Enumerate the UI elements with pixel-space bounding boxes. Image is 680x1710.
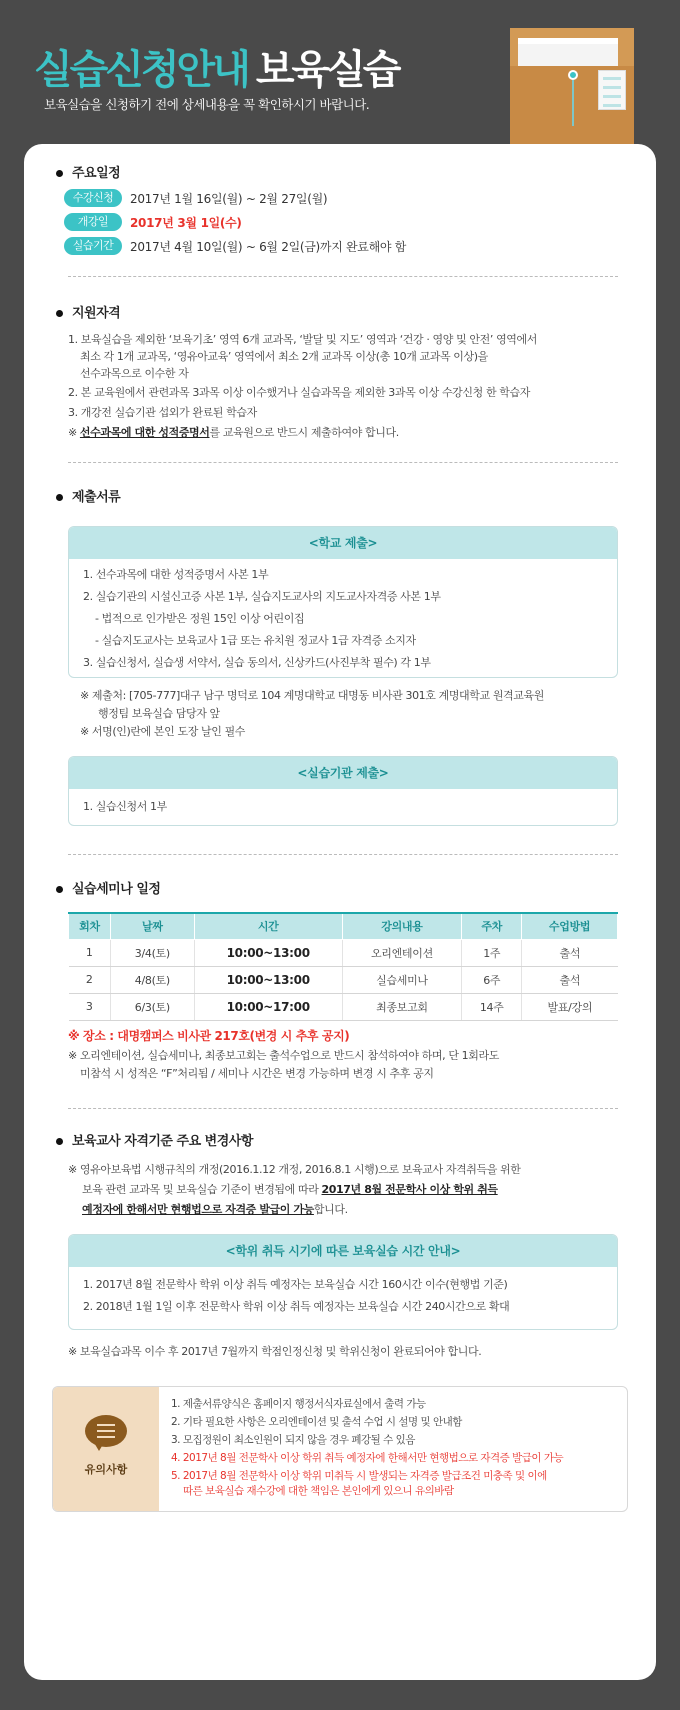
school-item: - 실습지도교사는 보육교사 1급 또는 유치원 정교사 1급 자격증 소지자 bbox=[95, 634, 416, 647]
degree-timing-box-title: <학위 취득 시기에 따른 보육실습 시간 안내> bbox=[69, 1235, 617, 1267]
notice-box bbox=[52, 1386, 628, 1512]
seminar-title: 실습세미나 일정 bbox=[56, 880, 626, 900]
documents-note: ※ 제출처: [705-777]대구 남구 명덕로 104 계명대학교 대명동 비사관 301호 계명대학교 원격교육원 bbox=[80, 689, 544, 702]
divider bbox=[68, 854, 618, 855]
notice-label: 유의사항 bbox=[84, 1463, 128, 1476]
school-item: - 법적으로 인가받은 정원 15인 이상 어린이집 bbox=[95, 612, 305, 625]
title-part1: 실습신청안내 bbox=[34, 47, 248, 93]
schedule-row-3 bbox=[64, 236, 406, 256]
schedule-text: 2017년 1월 16일(월) ~ 2월 27일(월) bbox=[130, 191, 328, 206]
eligibility-section bbox=[56, 304, 626, 324]
institution-submit-box bbox=[68, 756, 618, 826]
changes-final-note: ※ 보육실습과목 이수 후 2017년 7월까지 학점인정신청 및 학위신청이 완료되어야 합니다. bbox=[68, 1345, 482, 1358]
eligibility-note-bold: 선수과목에 대한 성적증명서 bbox=[79, 426, 210, 439]
notice-side bbox=[53, 1387, 159, 1512]
table-cell: 10:00~17:00 bbox=[194, 993, 342, 1020]
column-header: 주차 bbox=[462, 913, 522, 939]
school-item: 2. 실습기관의 시설신고증 사본 1부, 실습지도교사의 지도교사자격증 사본 1부 bbox=[83, 590, 441, 603]
eligibility-line: 3. 개강전 실습기관 섭외가 완료된 학습자 bbox=[68, 406, 257, 419]
page-title bbox=[34, 38, 398, 95]
table-cell: 10:00~13:00 bbox=[194, 966, 342, 993]
schedule-text: 2017년 4월 10일(월) ~ 6월 2일(금)까지 완료해야 함 bbox=[130, 239, 406, 254]
column-header: 회차 bbox=[69, 913, 111, 939]
table-row bbox=[69, 939, 618, 966]
changes-line: ※ 영유아보육법 시행규칙의 개정(2016.1.12 개정, 2016.8.1 시행)으로 보육교사 자격취득을 위한 bbox=[68, 1163, 521, 1176]
divider bbox=[68, 462, 618, 463]
changes-line: 예정자에 한해서만 현행법으로 자격증 발급이 가능합니다. bbox=[82, 1203, 348, 1216]
table-cell: 오리엔테이션 bbox=[342, 939, 462, 966]
eligibility-line: 2. 본 교육원에서 관련과목 3과목 이상 이수했거나 실습과목을 제외한 3과목 이상 수강신청 한 학습자 bbox=[68, 386, 530, 399]
folder-pin bbox=[568, 70, 578, 80]
degree-timing-item: 2. 2018년 1월 1일 이후 전문학사 학위 이상 취득 예정자는 보육실습 시간 240시간으로 확대 bbox=[83, 1300, 510, 1313]
changes-bold: 예정자에 한해서만 현행법으로 자격증 발급이 가능 bbox=[82, 1203, 314, 1216]
degree-timing-box bbox=[68, 1234, 618, 1330]
eligibility-line: 최소 각 1개 교과목, ‘영유아교육’ 영역에서 최소 2개 교과목 이상(총 10개 교과목 이상)을 bbox=[80, 350, 488, 363]
column-header: 강의내용 bbox=[342, 913, 462, 939]
changes-title: 보육교사 자격기준 주요 변경사항 bbox=[56, 1132, 626, 1152]
table-cell: 14주 bbox=[462, 993, 522, 1020]
table-row bbox=[69, 993, 618, 1020]
seminar-section bbox=[56, 880, 626, 900]
table-cell: 6주 bbox=[462, 966, 522, 993]
table-cell: 1 bbox=[69, 939, 111, 966]
documents-section bbox=[56, 488, 626, 508]
column-header: 수업방법 bbox=[522, 913, 618, 939]
seminar-place: ※ 장소 : 대명캠퍼스 비사관 217호(변경 시 추후 공지) bbox=[68, 1029, 350, 1043]
table-cell: 3/4(토) bbox=[110, 939, 194, 966]
table-cell: 4/8(토) bbox=[110, 966, 194, 993]
column-header: 날짜 bbox=[110, 913, 194, 939]
school-item: 1. 선수과목에 대한 성적증명서 사본 1부 bbox=[83, 568, 269, 581]
school-submit-box-title: <학교 제출> bbox=[69, 527, 617, 559]
institution-submit-box-title: <실습기관 제출> bbox=[69, 757, 617, 789]
divider bbox=[68, 1108, 618, 1109]
notice-item: 1. 제출서류양식은 홈페이지 행정서식자료실에서 출력 가능 bbox=[171, 1398, 426, 1410]
folder-string bbox=[572, 80, 574, 126]
title-part2: 보육실습 bbox=[255, 47, 399, 93]
table-cell: 2 bbox=[69, 966, 111, 993]
school-item: 3. 실습신청서, 실습생 서약서, 실습 동의서, 신상카드(사진부착 필수) 각 1부 bbox=[83, 656, 431, 669]
table-cell: 1주 bbox=[462, 939, 522, 966]
content-card bbox=[24, 144, 656, 1680]
table-cell: 출석 bbox=[522, 939, 618, 966]
schedule-row-1 bbox=[64, 188, 327, 208]
schedule-section bbox=[56, 164, 626, 184]
table-cell: 10:00~13:00 bbox=[194, 939, 342, 966]
changes-section bbox=[56, 1132, 626, 1152]
seminar-table-header bbox=[69, 913, 618, 939]
notice-list bbox=[171, 1397, 621, 1502]
folder-illustration bbox=[510, 28, 634, 150]
seminar-note: ※ 오리엔테이션, 실습세미나, 최종보고회는 출석수업으로 반드시 참석하여야 하며, 단 1회라도 bbox=[68, 1049, 499, 1062]
table-row bbox=[69, 966, 618, 993]
institution-item: 1. 실습신청서 1부 bbox=[83, 800, 167, 813]
table-cell: 6/3(토) bbox=[110, 993, 194, 1020]
documents-title: 제출서류 bbox=[56, 488, 626, 508]
schedule-title: 주요일정 bbox=[56, 164, 626, 184]
eligibility-line: 선수과목으로 이수한 자 bbox=[80, 367, 189, 380]
table-cell: 출석 bbox=[522, 966, 618, 993]
notice-item: 3. 모집정원이 최소인원이 되지 않을 경우 폐강될 수 있음 bbox=[171, 1434, 415, 1446]
page-subtitle: 보육실습을 신청하기 전에 상세내용을 꼭 확인하시기 바랍니다. bbox=[44, 97, 370, 112]
school-submit-box bbox=[68, 526, 618, 678]
table-cell: 최종보고회 bbox=[342, 993, 462, 1020]
column-header: 시간 bbox=[194, 913, 342, 939]
table-cell: 실습세미나 bbox=[342, 966, 462, 993]
page-header bbox=[0, 0, 680, 150]
changes-line: 보육 관련 교과목 및 보육실습 기준이 변경됨에 따라 2017년 8월 전문학사 이상 학위 취득 bbox=[82, 1183, 498, 1196]
notice-item: 따른 보육실습 재수강에 대한 책임은 본인에게 있으니 유의바람 bbox=[183, 1485, 454, 1497]
eligibility-title: 지원자격 bbox=[56, 304, 626, 324]
table-cell: 발표/강의 bbox=[522, 993, 618, 1020]
seminar-table bbox=[68, 912, 618, 1021]
schedule-row-2 bbox=[64, 212, 242, 232]
eligibility-note: ※ 선수과목에 대한 성적증명서를 교육원으로 반드시 제출하여야 합니다. bbox=[68, 426, 399, 439]
notice-item: 5. 2017년 8월 전문학사 이상 학위 미취득 시 발생되는 자격증 발급조건 미충족 및 이에 bbox=[171, 1470, 547, 1482]
divider bbox=[68, 276, 618, 277]
folder-tag bbox=[598, 70, 626, 110]
schedule-pill: 수강신청 bbox=[64, 189, 122, 207]
speech-bubble-icon bbox=[85, 1415, 127, 1451]
eligibility-line: 1. 보육실습을 제외한 ‘보육기초’ 영역 6개 교과목, ‘발달 및 지도’ 영역과 ‘건강 · 영양 및 안전’ 영역에서 bbox=[68, 333, 537, 346]
documents-note: ※ 서명(인)란에 본인 도장 날인 필수 bbox=[80, 725, 246, 738]
schedule-pill: 실습기간 bbox=[64, 237, 122, 255]
notice-item: 4. 2017년 8월 전문학사 이상 학위 취득 예정자에 한해서만 현행법으로 자격증 발급이 가능 bbox=[171, 1452, 564, 1464]
documents-note: 행정팀 보육실습 담당자 앞 bbox=[98, 707, 220, 720]
degree-timing-item: 1. 2017년 8월 전문학사 학위 이상 취득 예정자는 보육실습 시간 160시간 이수(현행법 기준) bbox=[83, 1278, 508, 1291]
table-cell: 3 bbox=[69, 993, 111, 1020]
schedule-pill: 개강일 bbox=[64, 213, 122, 231]
changes-bold: 2017년 8월 전문학사 이상 학위 취득 bbox=[321, 1183, 498, 1196]
notice-item: 2. 기타 필요한 사항은 오리엔테이션 및 출석 수업 시 설명 및 안내함 bbox=[171, 1416, 462, 1428]
schedule-text: 2017년 3월 1일(수) bbox=[130, 215, 242, 230]
seminar-note: 미참석 시 성적은 “F”처리됨 / 세미나 시간은 변경 가능하며 변경 시 추후 공지 bbox=[80, 1067, 434, 1080]
